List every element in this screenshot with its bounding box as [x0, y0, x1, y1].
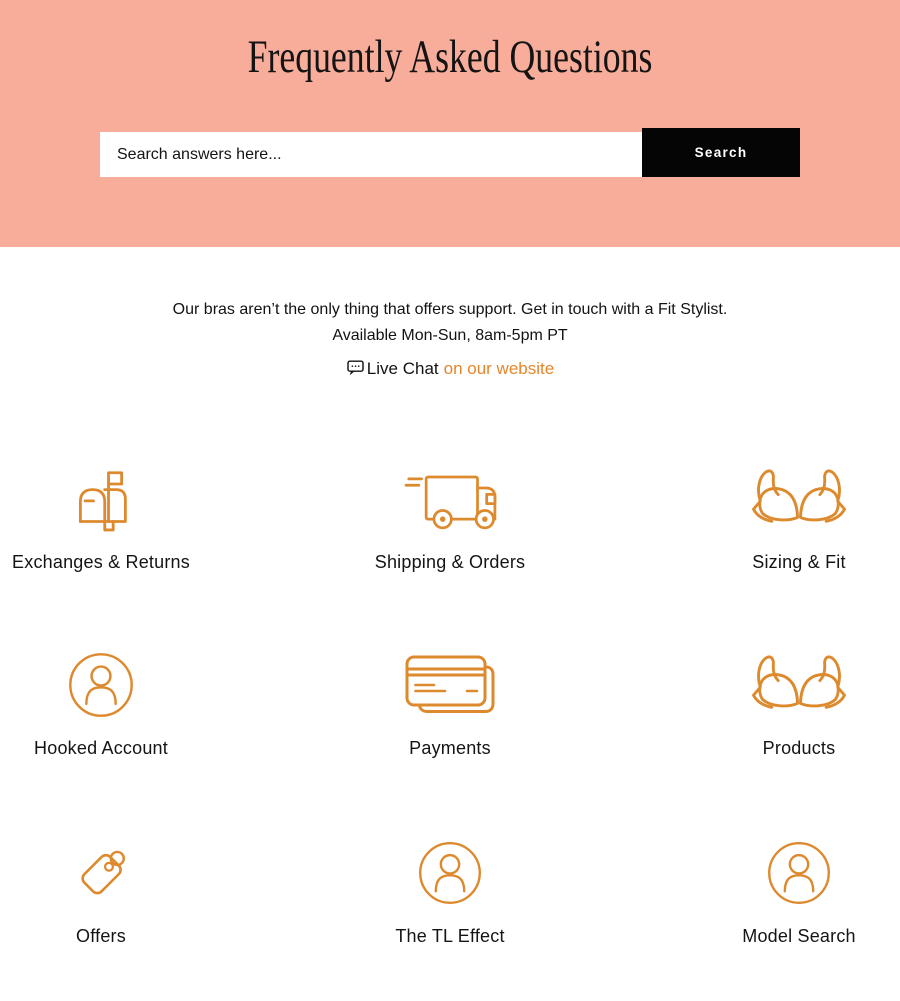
person-circle-icon [67, 649, 135, 721]
live-chat-website-link[interactable]: on our website [443, 359, 555, 378]
support-line-2: Available Mon-Sun, 8am-5pm PT [332, 327, 568, 344]
support-line-1: Our bras aren’t the only thing that offers support. Get in touch with a Fit Stylist. [172, 301, 728, 318]
category-row-1 [0, 463, 900, 573]
hero-banner [0, 0, 900, 247]
category-shipping-orders[interactable] [349, 463, 551, 573]
price-tag-icon [68, 837, 134, 909]
search-input[interactable] [100, 132, 642, 177]
category-hooked-account[interactable] [0, 649, 202, 759]
mailbox-icon [71, 463, 131, 535]
category-label: Payments [409, 738, 491, 758]
category-label: Offers [76, 926, 126, 946]
category-model-search[interactable] [698, 837, 900, 947]
category-sizing-fit[interactable] [698, 463, 900, 573]
delivery-truck-icon [402, 463, 498, 535]
category-offers[interactable] [0, 837, 202, 947]
search-bar [100, 128, 800, 177]
category-label: Hooked Account [34, 738, 168, 758]
category-exchanges-returns[interactable] [0, 463, 202, 573]
category-label: The TL Effect [395, 926, 505, 946]
bra-icon [749, 463, 849, 535]
live-chat-label: Live Chat [366, 359, 439, 378]
category-label: Products [762, 738, 836, 758]
category-payments[interactable] [349, 649, 551, 759]
chat-bubble-icon [346, 358, 366, 378]
category-label: Model Search [742, 926, 856, 946]
category-tl-effect[interactable] [349, 837, 551, 947]
bra-icon [749, 649, 849, 721]
category-row-2 [0, 649, 900, 759]
support-blurb [0, 297, 900, 379]
category-label: Shipping & Orders [374, 552, 526, 572]
category-row-3 [0, 837, 900, 947]
person-circle-icon [766, 837, 832, 909]
page-title: Frequently Asked Questions [247, 31, 653, 83]
credit-cards-icon [403, 649, 497, 721]
category-grid [0, 463, 900, 947]
category-label: Exchanges & Returns [12, 552, 190, 572]
category-label: Sizing & Fit [752, 552, 846, 572]
person-circle-icon [417, 837, 483, 909]
live-chat-row [0, 359, 900, 379]
category-products[interactable] [698, 649, 900, 759]
search-button[interactable]: Search [642, 128, 800, 177]
